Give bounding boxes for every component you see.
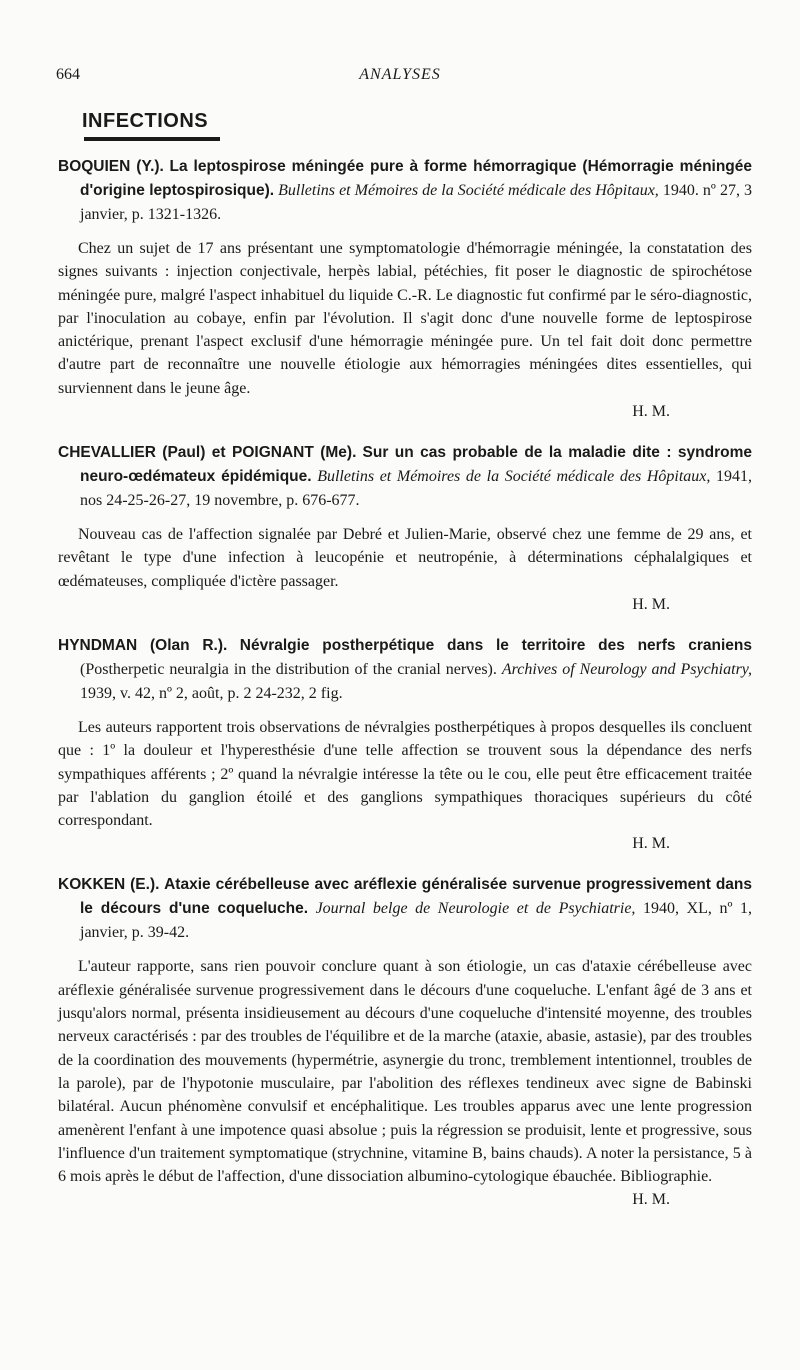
entry-citation: 1939, v. 42, nº 2, août, p. 2 24-232, 2 fig. <box>80 684 343 702</box>
entry-abstract: L'auteur rapporte, sans rien pouvoir conclure quant à son étiologie, un cas d'ataxie cérébelleuse avec aréflexie généralisée survenue progressivement dans le décours d'une coqueluche. L'enfant âgé de 3 ans et jusqu'alors normal, présenta insidieusement au décours d'une coqueluche d'intensité moyenne, des troubles nerveux caractérisés : par des troubles de l'équilibre et de la marche (ataxie, abasie, astasie), par des troubles de la coordination des mouvements (hypermétrie, asynergie du tronc, tremblement intentionnel, troubles de la parole), par de l'hypotonie musculaire, par l'abolition des réflexes tendineux avec signe de Babinski bilatéral. Aucun phénomène convulsif et encéphalitique. Les troubles apparus avec une lente progression amenèrent l'enfant à une impotence quasi absolue ; puis la régression se produisit, lente et progressive, sous l'influence d'un traitement symptomatique (strychnine, vitamine B, bains chauds). A noter la persistance, 5 à 6 mois après le début de l'affection, d'une dissociation albumino-cytologique ébauchée. Bibliographie. <box>58 958 752 1186</box>
entry-authors: CHEVALLIER (Paul) et POIGNANT (Me). <box>58 444 357 462</box>
entry-authors: KOKKEN (E.). <box>58 876 160 894</box>
entry-abstract: Les auteurs rapportent trois observations de névralgies postherpétiques à propos desquelles ils concluent que : 1º la douleur et l'hyperesthésie d'une telle affection se trouvent sous la dépendance des nerfs sympathiques afférents ; 2º quand la névralgie intéresse la tête ou le cou, elle peut être efficacement traitée par l'ablation du ganglion étoilé et des ganglions sympathiques thoraciques supérieurs du côté correspondant. <box>58 718 752 830</box>
entry-title: Névralgie postherpétique dans le territoire des nerfs craniens <box>239 636 752 654</box>
section-title: INFECTIONS <box>82 110 209 132</box>
entry-signature: H. M. <box>632 403 670 421</box>
running-title: ANALYSES <box>359 66 441 83</box>
entry-boquien <box>58 155 752 423</box>
entry-journal: Journal belge de Neurologie et de Psychiatrie, <box>315 900 636 918</box>
section-underline <box>84 137 220 141</box>
entry-chevallier <box>58 441 752 616</box>
entry-journal: Archives of Neurology and Psychiatry, <box>501 660 753 678</box>
entry-reference <box>58 873 752 945</box>
entry-journal: Bulletins et Mémoires de la Société médicale des Hôpitaux, <box>317 468 711 486</box>
entry-reference <box>58 155 752 227</box>
entry-title: Sur un cas probable de la maladie dite : syndrome neuro-œdémateux épidémique. <box>80 444 752 486</box>
entry-citation: 1940, XL, nº 1, janvier, p. 39-42. <box>80 900 753 942</box>
entry-journal: Bulletins et Mémoires de la Société médicale des Hôpitaux, <box>278 182 659 199</box>
entry-signature: H. M. <box>632 835 670 853</box>
entry-citation: 1940. nº 27, 3 janvier, p. 1321-1326. <box>80 182 753 223</box>
entry-authors: BOQUIEN (Y.). <box>58 158 164 175</box>
entry-abstract: Chez un sujet de 17 ans présentant une symptomatologie d'hémorragie méningée, la constatation des signes suivants : injection conjectivale, herpès labial, pétéchies, fit poser le diagnostic de spirochétose méningée pure, malgré l'aspect inhabituel du liquide C.-R. Le diagnostic fut confirmé par le séro-diagnostic, par l'inoculation au cobaye, enfin par l'évolution. Il s'agit donc d'une nouvelle forme de leptospirose anictérique, prenant l'aspect exclusif d'une hémorragie méningée pure. Un tel fait doit donc permettre d'autre part de reconnaître une nouvelle étiologie aux hémorragies méningées dites essentielles, qui surviennent dans le jeune âge. <box>58 240 752 397</box>
entry-abstract: Nouveau cas de l'affection signalée par Debré et Julien-Marie, observé chez une femme de 29 ans, et revêtant le type d'une infection à leucopénie et neutropénie, à déterminations céphalalgiques et œdémateuses, compliquée d'ictère passager. <box>58 526 752 590</box>
entry-translated-title: (Postherpetic neuralgia in the distribution of the cranial nerves). <box>80 660 497 678</box>
entry-reference <box>58 441 752 513</box>
entry-hyndman <box>58 634 752 855</box>
entry-kokken <box>58 873 752 1211</box>
entry-citation: 1941, nos 24-25-26-27, 19 novembre, p. 676-677. <box>80 468 753 510</box>
entries-list <box>58 155 752 1229</box>
entry-signature: H. M. <box>632 595 670 613</box>
page-number: 664 <box>56 66 80 83</box>
running-header <box>56 66 744 86</box>
entry-reference <box>58 634 752 706</box>
entry-title: La leptospirose méningée pure à forme hémorragique (Hémorragie méningée d'origine leptospirosique). <box>80 158 753 199</box>
entry-title: Ataxie cérébelleuse avec aréflexie généralisée survenue progressivement dans le décours d'une coqueluche. <box>80 876 753 918</box>
entry-signature: H. M. <box>632 1191 670 1209</box>
entry-authors: HYNDMAN (Olan R.). <box>58 636 228 654</box>
